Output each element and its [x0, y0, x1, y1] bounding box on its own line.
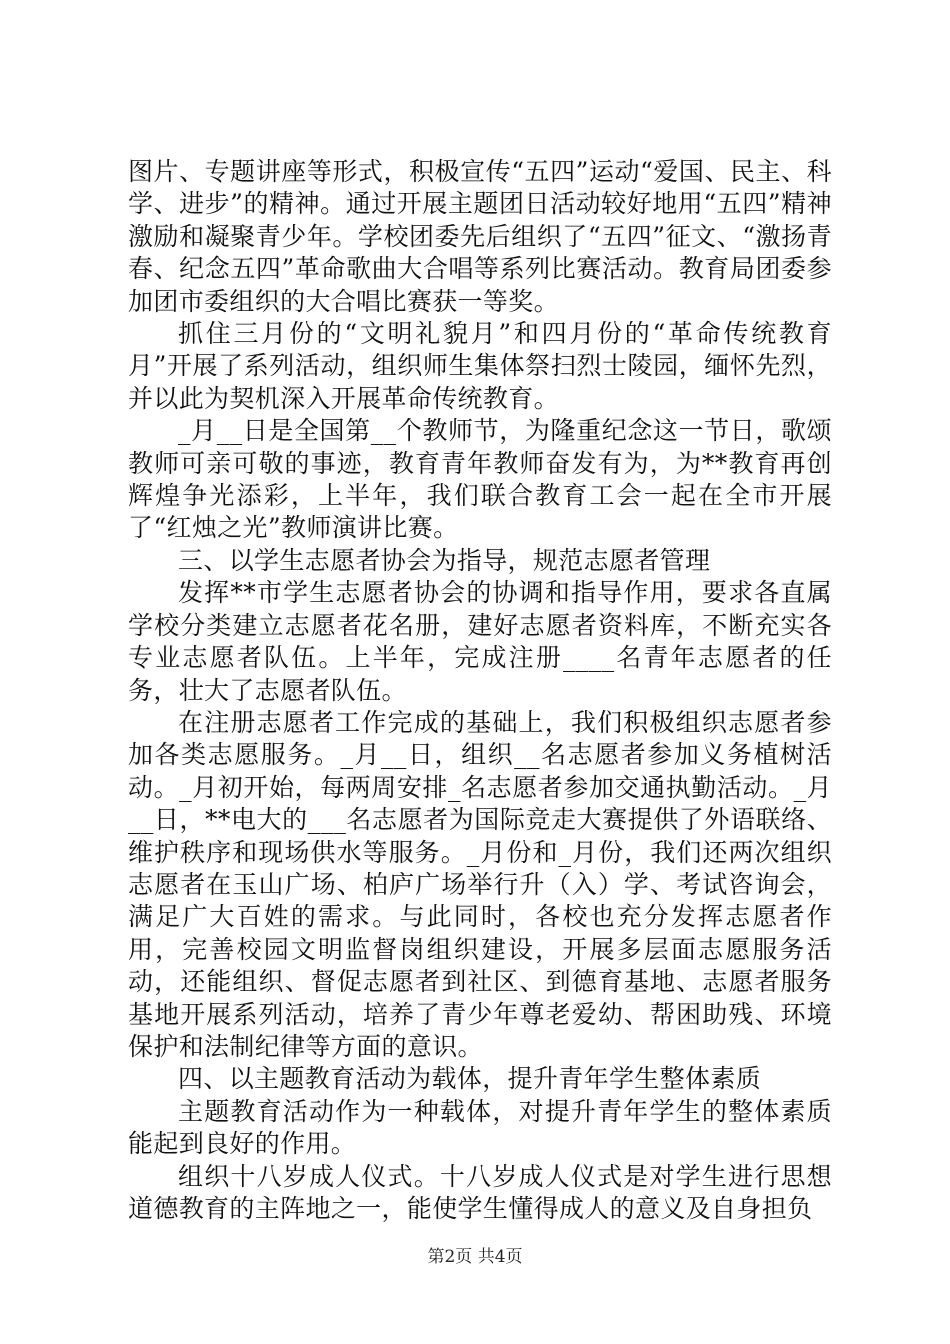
section-heading-4: 四、以主题教育活动为载体，提升青年学生整体素质 [178, 1064, 762, 1094]
paragraph-2: 抓住三月份的“文明礼貌月”和四月份的“革命传统教育月”开展了系列活动，组织师生集体祭扫烈士陵园，缅怀先烈，并以此为契机深入开展革命传统教育。 [128, 319, 832, 413]
paragraph-6: 主题教育活动作为一种载体，对提升青年学生的整体素质能起到良好的作用。 [128, 1096, 832, 1159]
document-body [128, 156, 832, 1225]
paragraph-1: 图片、专题讲座等形式，积极宣传“五四”运动“爱国、民主、科学、进步”的精神。通过开展主题团日活动较好地用“五四”精神激励和凝聚青少年。学校团委先后组织了“五四”征文、“激扬青春、纪念五四”革命歌曲大合唱等系列比赛活动。教育局团委参加团市委组织的大合唱比赛获一等奖。 [128, 157, 832, 316]
paragraph-4: 发挥**市学生志愿者协会的协调和指导作用，要求各直属学校分类建立志愿者花名册，建好志愿者资料库，不断充实各专业志愿者队伍。上半年，完成注册____名青年志愿者的任务，壮大了志愿者队伍。 [128, 578, 832, 705]
paragraph-5: 在注册志愿者工作完成的基础上，我们积极组织志愿者参加各类志愿服务。_月__日，组织__名志愿者参加义务植树活动。_月初开始，每两周安排_名志愿者参加交通执勤活动。_月__日，**电大的___名志愿者为国际竞走大赛提供了外语联络、维护秩序和现场供水等服务。_月份和_月份，我们还两次组织志愿者在玉山广场、柏庐广场举行升（入）学、考试咨询会，满足广大百姓的需求。与此同时，各校也充分发挥志愿者作用，完善校园文明监督岗组织建设，开展多层面志愿服务活动，还能组织、督促志愿者到社区、到德育基地、志愿者服务基地开展系列活动，培养了青少年尊老爱幼、帮困助残、环境保护和法制纪律等方面的意识。 [128, 707, 832, 1061]
page-number-footer: 第2页 共4页 [427, 1247, 523, 1267]
section-heading-3: 三、以学生志愿者协会为指导，规范志愿者管理 [178, 545, 711, 575]
paragraph-7: 组织十八岁成人仪式。十八岁成人仪式是对学生进行思想道德教育的主阵地之一，能使学生懂得成人的意义及自身担负 [128, 1161, 832, 1223]
paragraph-3: _月__日是全国第__个教师节，为隆重纪念这一节日，歌颂教师可亲可敬的事迹，教育青年教师奋发有为，为**教育再创辉煌争光添彩，上半年，我们联合教育工会一起在全市开展了“红烛之光”教师演讲比赛。 [128, 416, 832, 543]
